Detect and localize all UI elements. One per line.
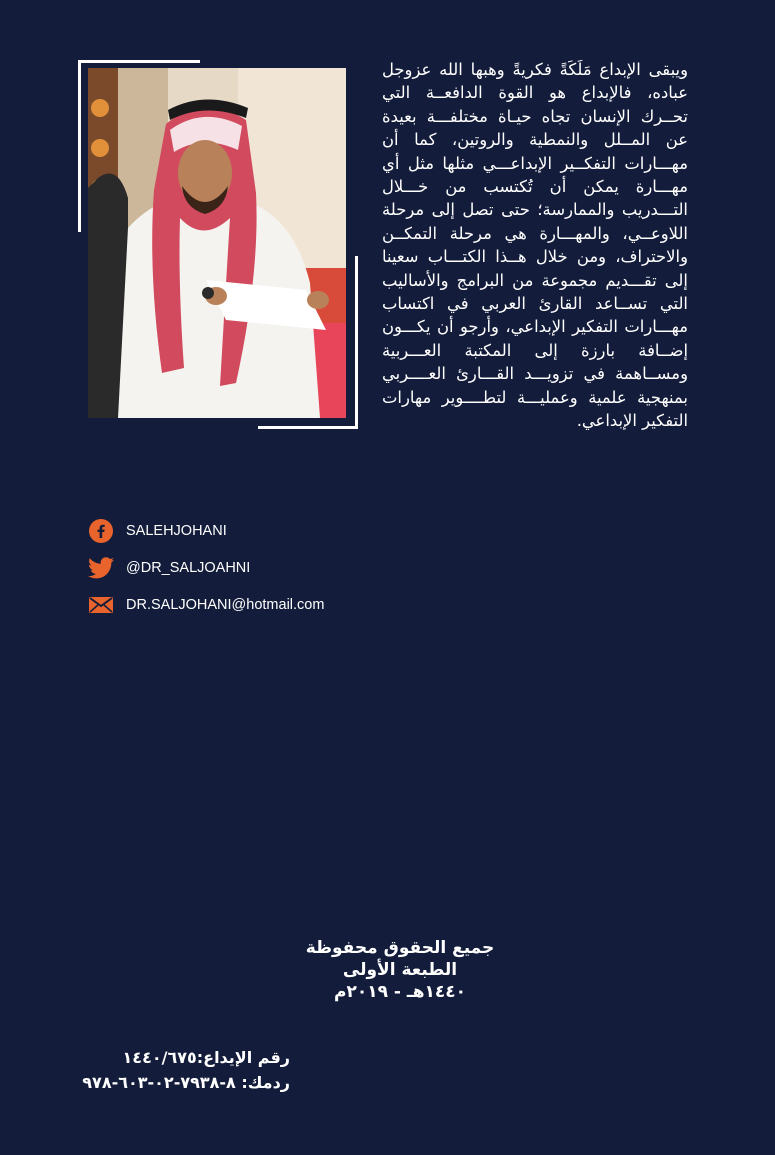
rights-line-3: ١٤٤٠هـ - ٢٠١٩م <box>334 982 466 1002</box>
twitter-handle: @DR_SALJOAHNI <box>126 560 251 576</box>
email-address: DR.SALJOHANI@hotmail.com <box>126 597 325 613</box>
frame-bottom-line <box>258 426 358 429</box>
email-link[interactable] <box>88 592 324 618</box>
rights-line-1: جميع الحقوق محفوظة <box>305 938 495 958</box>
facebook-icon <box>88 518 114 544</box>
frame-left-line <box>78 60 81 232</box>
author-bio: ويبقى الإبداع مَلَكَةً فكريةً وهبها الله عزوجل عباده، فالإبداع هو القوة الدافعــة التي تحــرك الإنسان تجاه حيـاة مختلفـــة بعيدة عن المــلل والنمطية والروتين، كما أن مهـــارات التفكــير الإبداعـــي مثلها مثل أي مهـــارة يمكن أن تُكتسب من خـــلال التـــدريب والممارسة؛ حتى تصل إلى مرحلة اللاوعــي، والمهـــارة هي مرحلة التمكــن والاحتراف، ومن خلال هــذا الكتـــاب سعينا إلى تقـــديم مجموعة من البرامج والأساليب التي تســاعد القارئ العربي في اكتساب مهـــارات التفكير الإبداعي، وأرجو أن يكـــون إضــافة بارزة إلى المكتبة العـــربية ومســاهمة في تزويـــد القـــارئ العــــربي بمنهجية علمية وعمليـــة لتطــــوير مهارات التفكير الإبداعي. <box>382 60 688 431</box>
isbn-line <box>60 1070 290 1095</box>
twitter-icon <box>88 555 114 581</box>
isbn-label: ردمك: <box>241 1073 290 1092</box>
facebook-handle: SALEHJOHANI <box>126 523 227 539</box>
rights-line-2: الطبعة الأولى <box>342 960 458 980</box>
twitter-link[interactable] <box>88 555 250 581</box>
deposit-value: ١٤٤٠/٦٧٥ <box>122 1048 197 1067</box>
deposit-label: رقم الإيداع: <box>196 1048 290 1067</box>
isbn-block <box>60 1045 290 1095</box>
facebook-link[interactable] <box>88 518 227 544</box>
rights-block <box>250 937 550 1003</box>
isbn-value: ٨-٧٩٣٨-٠٢-٦٠٣-٩٧٨ <box>82 1073 236 1092</box>
mail-icon <box>88 592 114 618</box>
deposit-number-line <box>60 1045 290 1070</box>
frame-top-line <box>78 60 200 63</box>
author-photo <box>88 68 346 418</box>
frame-right-line <box>355 256 358 429</box>
